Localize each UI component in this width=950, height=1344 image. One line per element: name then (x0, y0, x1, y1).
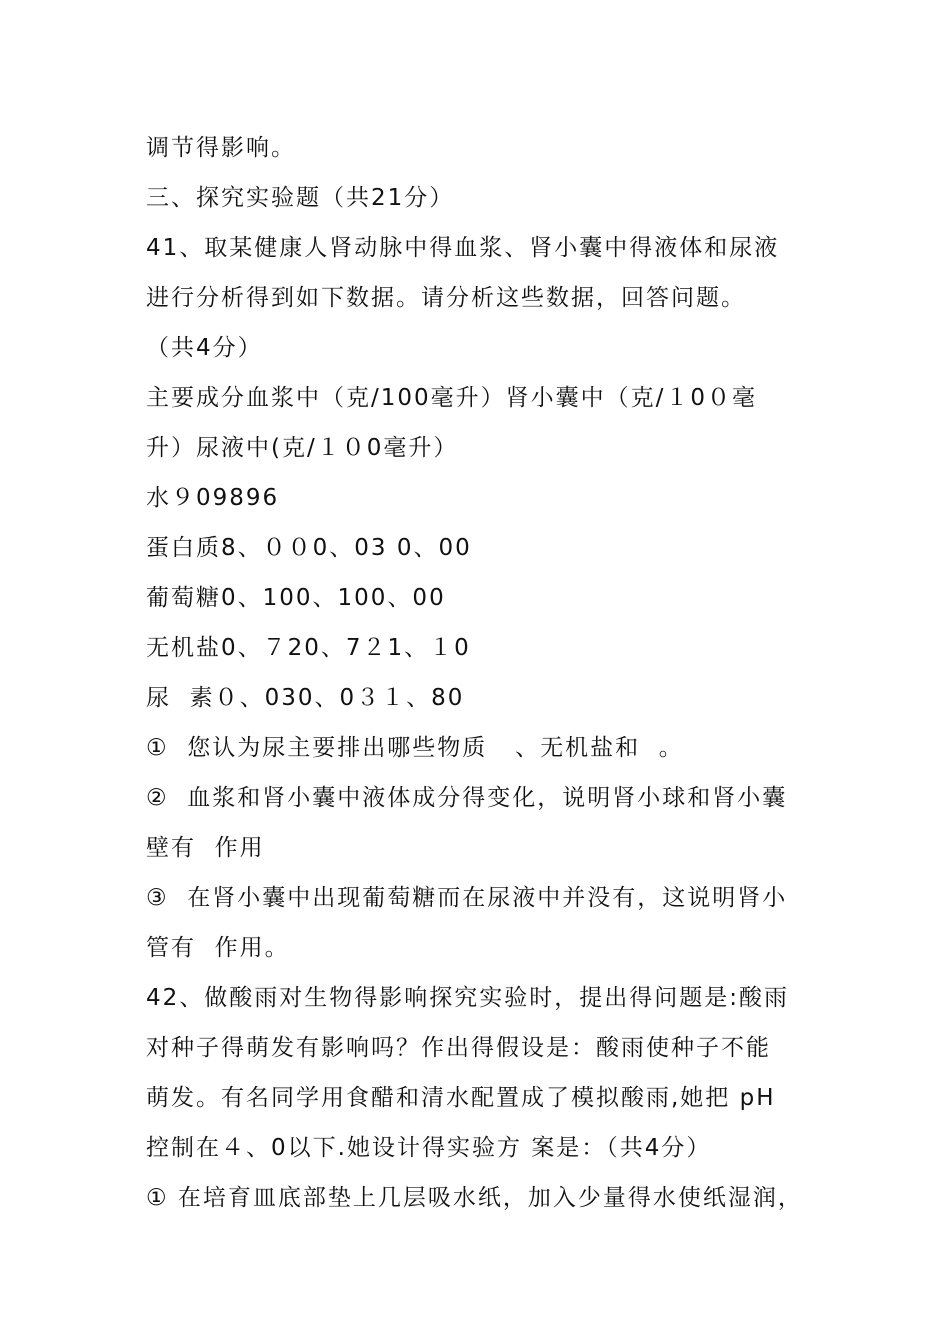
question-41-line-1: 41、取某健康人肾动脉中得血浆、肾小囊中得液体和尿液 (146, 235, 780, 261)
question-42-line-3: 萌发。有名同学用食醋和清水配置成了模拟酸雨,她把 pH (146, 1085, 776, 1111)
table-row-inorganic-salt: 无机盐0、７20、7２1、１0 (146, 635, 471, 661)
section-heading: 三、探究实验题（共21分） (146, 185, 455, 211)
document-body (146, 123, 826, 1223)
table-header-line-1: 主要成分血浆中（克/100毫升）肾小囊中（克/１0０毫 (146, 385, 758, 411)
table-row-glucose: 葡萄糖0、100、100、00 (146, 585, 446, 611)
table-row-urea: 尿 素０、030、0３１、80 (146, 685, 465, 711)
question-42-line-4: 控制在４、0以下.她设计得实验方 案是：（共4分） (146, 1135, 712, 1161)
text-line-continuation: 调节得影响。 (146, 135, 296, 161)
sub-question-2-line-1: ② 血浆和肾小囊中液体成分得变化，说明肾小球和肾小囊 (146, 785, 788, 811)
sub-question-3-line-2: 管有 作用。 (146, 935, 290, 961)
question-42-step-1: ① 在培育皿底部垫上几层吸水纸，加入少量得水使纸湿润， (146, 1185, 803, 1211)
table-row-water: 水９09896 (146, 485, 280, 511)
question-42-line-1: 42、做酸雨对生物得影响探究实验时，提出得问题是:酸雨 (146, 985, 790, 1011)
sub-question-3-line-1: ③ 在肾小囊中出现葡萄糖而在尿液中并没有，这说明肾小 (146, 885, 788, 911)
table-row-protein: 蛋白质8、００0、03 0、00 (146, 535, 472, 561)
table-header-line-2: 升）尿液中(克/１０0毫升） (146, 435, 459, 461)
question-42-line-2: 对种子得萌发有影响吗？作出得假设是：酸雨使种子不能 (146, 1035, 771, 1061)
sub-question-1: ① 您认为尿主要排出哪些物质 、无机盐和 。 (146, 735, 684, 761)
question-41-line-2: 进行分析得到如下数据。请分析这些数据，回答问题。 (146, 285, 746, 311)
sub-question-2-line-2: 壁有 作用 (146, 835, 265, 861)
question-41-score: （共4分） (146, 335, 263, 361)
